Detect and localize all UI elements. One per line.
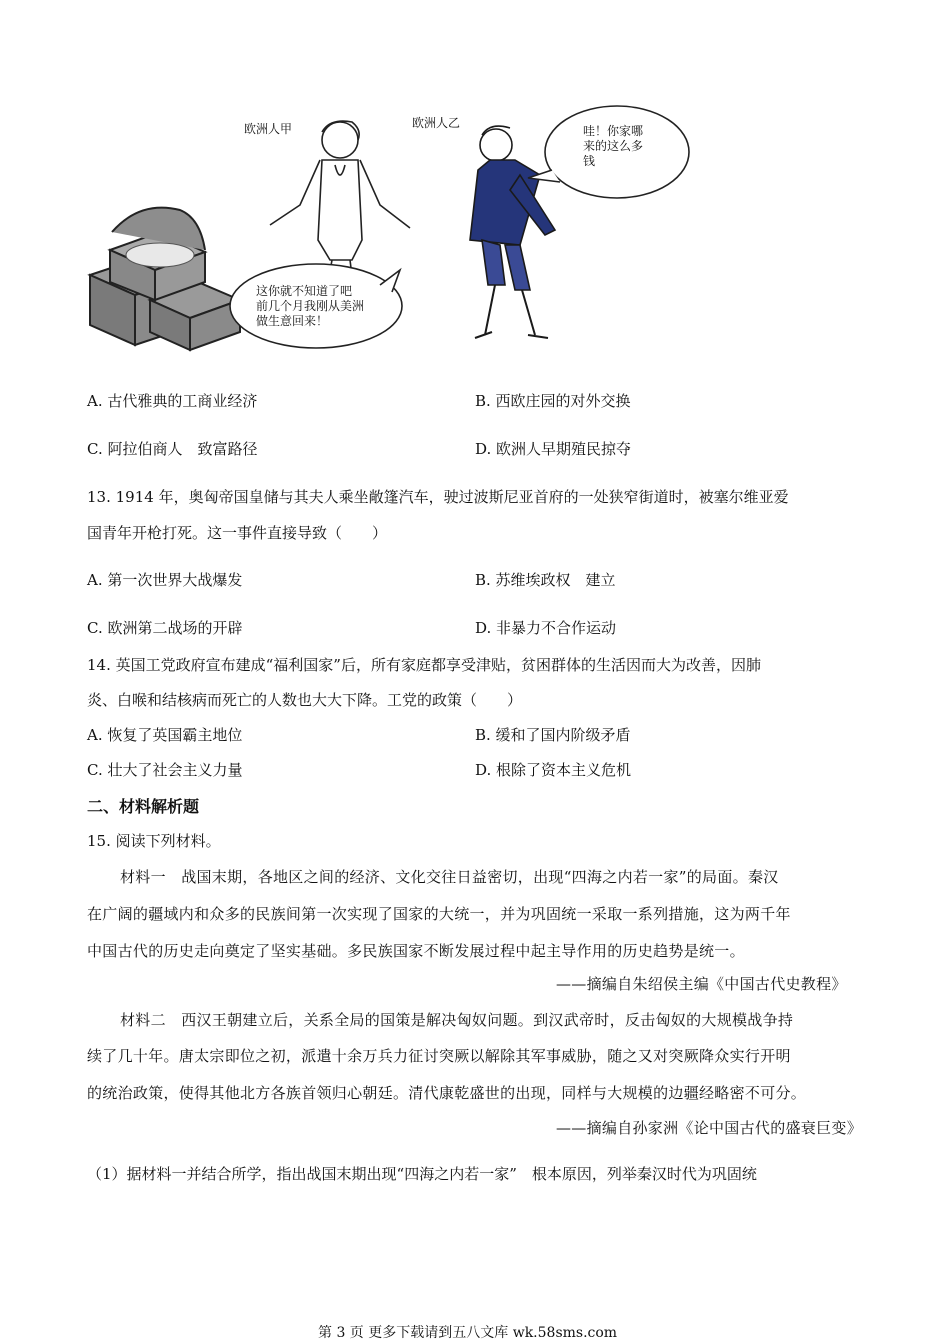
- european-b-figure: [470, 126, 555, 338]
- bubble-a-text: [256, 284, 364, 329]
- q13-option-a: A. 第一次世界大战爆发: [87, 571, 243, 589]
- material1-line3: 中国古代的历史走向奠定了坚实基础。多民族国家不断发展过程中起主导作用的历史趋势是统一。: [87, 942, 745, 960]
- material2-source: ——摘编自孙家洲《论中国古代的盛衰巨变》: [556, 1119, 863, 1137]
- page-footer: 第 3 页 更多下载请到五八文库 wk.58sms.com: [318, 1325, 618, 1341]
- label-european-a: 欧洲人甲: [244, 122, 293, 136]
- q15-intro: 15. 阅读下列材料。: [87, 832, 221, 850]
- q12-option-a: A. 古代雅典的工商业经济: [87, 392, 258, 410]
- q14-option-c: C. 壮大了社会主义力量: [87, 761, 243, 779]
- treasure-boxes: [90, 208, 240, 350]
- bubble-a-line: 做生意回来！: [256, 314, 329, 328]
- q12-option-b: B. 西欧庄园的对外交换: [475, 392, 631, 410]
- q12-option-c: C. 阿拉伯商人 致富路径: [87, 440, 258, 458]
- q13-option-b: B. 苏维埃政权 建立: [475, 571, 616, 589]
- q13-option-c: C. 欧洲第二战场的开辟: [87, 619, 243, 637]
- q14-option-a: A. 恢复了英国霸主地位: [87, 726, 243, 744]
- q13-option-d: D. 非暴力不合作运动: [475, 619, 617, 637]
- bubble-b-text: [583, 124, 643, 169]
- q14-stem-line1: 14. 英国工党政府宣布建成“福利国家”后，所有家庭都享受津贴，贫困群体的生活因而大为改善，因肺: [87, 656, 761, 674]
- q13-stem-line1: 13. 1914 年，奥匈帝国皇储与其夫人乘坐敞篷汽车，驶过波斯尼亚首府的一处狭窄街道时，被塞尔维亚爱: [87, 488, 789, 506]
- q14-stem-line2: 炎、白喉和结核病而死亡的人数也大大下降。工党的政策（ ）: [87, 691, 523, 709]
- label-european-b: 欧洲人乙: [412, 116, 461, 130]
- material1-line1: 材料一 战国末期，各地区之间的经济、文化交往日益密切，出现“四海之内若一家”的局面。秦汉: [120, 868, 779, 886]
- q14-option-b: B. 缓和了国内阶级矛盾: [475, 726, 631, 744]
- bubble-a-line: 这你就不知道了吧: [256, 284, 353, 298]
- bubble-b-line: 哇！你家哪: [583, 124, 644, 138]
- q14-option-d: D. 根除了资本主义危机: [475, 761, 632, 779]
- bubble-a-line: 前几个月我刚从美洲: [256, 299, 365, 313]
- material2-line3: 的统治政策，使得其他北方各族首领归心朝廷。清代康乾盛世的出现，同样与大规模的边疆经略密不可分。: [87, 1084, 807, 1102]
- q15-sub1: （1）据材料一并结合所学，指出战国末期出现“四海之内若一家” 根本原因，列举秦汉时代为巩固统: [87, 1165, 757, 1183]
- material2-line1: 材料二 西汉王朝建立后，关系全局的国策是解决匈奴问题。到汉武帝时，反击匈奴的大规模战争持: [120, 1011, 794, 1029]
- bubble-b-line: 来的这么多: [583, 139, 644, 153]
- material2-line2: 续了几十年。唐太宗即位之初，派遣十余万兵力征讨突厥以解除其军事威胁，随之又对突厥降众实行开明: [87, 1047, 791, 1065]
- q13-stem-line2: 国青年开枪打死。这一事件直接导致（ ）: [87, 524, 388, 542]
- section-heading: 二、材料解析题: [87, 797, 200, 816]
- material1-source: ——摘编自朱绍侯主编《中国古代史教程》: [556, 975, 847, 993]
- material1-line2: 在广阔的疆域内和众多的民族间第一次实现了国家的大统一，并为巩固统一采取一系列措施，这为两千年: [87, 905, 791, 923]
- bubble-b-line: 钱: [583, 154, 596, 168]
- q12-option-d: D. 欧洲人早期殖民掠夺: [475, 440, 632, 458]
- cartoon-illustration: [0, 0, 950, 370]
